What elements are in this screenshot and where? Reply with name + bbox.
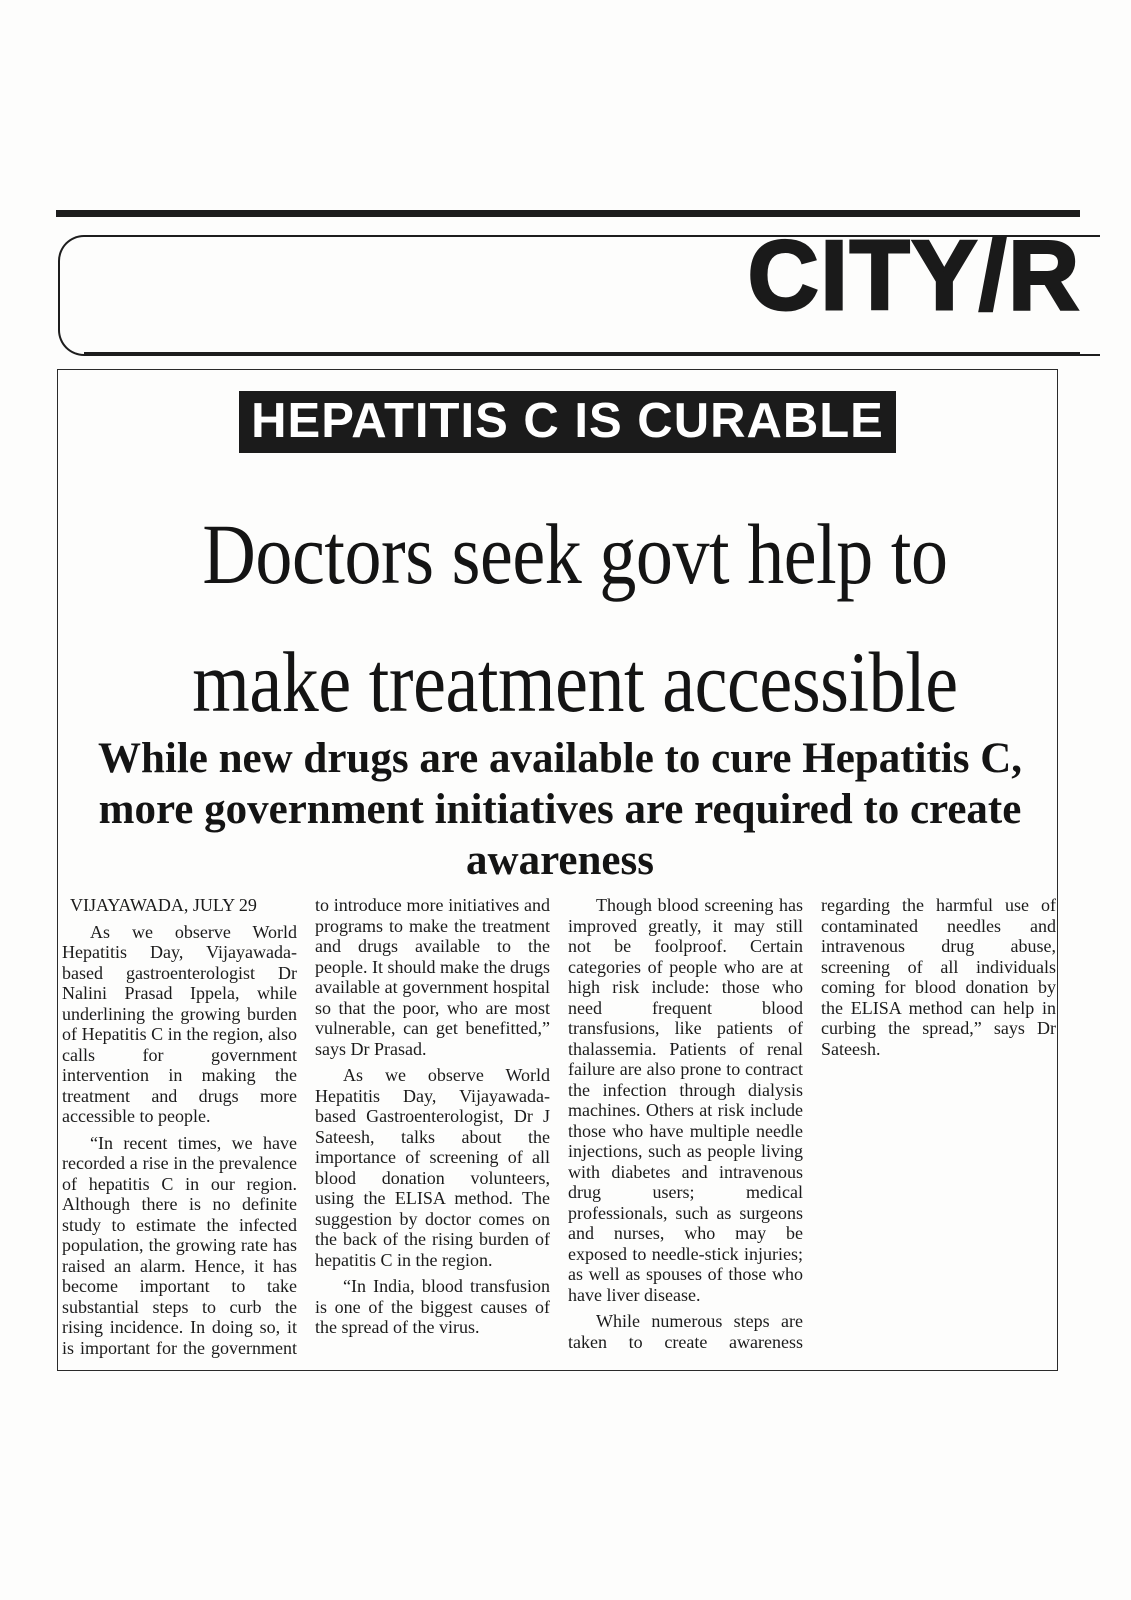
article-paragraph: “In recent times, we have recorded a rise in the prevalence of hepatitis C in our region. Although there is no definite study to estimate the infected population, the growing rate has raised an alarm. Hence, it has become important to take substantial steps to curb the rising incidence. In doing so, it is important for the government to introduce more initiatives and programs to make the treatment and drugs available to the people. It should make the drugs available at government hospital so that the poor, who are most vulnerable, can get benefitted,” says Dr Prasad. [62,895,550,1358]
article-paragraph: Though blood screening has improved greatly, it may still not be foolproof. Certain categories of people who are at high risk include: those who need frequent blood transfusions, like patients of thalassemia. Patients of renal failure are also prone to contract the infection through dialysis machines. Others at risk include those who have multiple needle injections, such as people living with diabetes and intravenous drug users; medical professionals, such as surgeons and nurses, who may be exposed to needle-stick injuries; as well as spouses of those who have liver disease. [568,895,803,1305]
article-headline [132,490,1018,746]
article-paragraph: As we observe World Hepatitis Day, Vijayawada-based gastroenterologist Dr Nalini Prasad Ippela, while underlining the growing burden of Hepatitis C in the region, also calls for government intervention in making the treatment and drugs more accessible to people. [62,921,297,1126]
article-deck: While new drugs are available to cure Hepatitis C, more government initiatives are required to create awareness [97,735,1023,884]
article-dateline: VIJAYAWADA, JULY 29 [70,895,257,915]
article-paragraph: “In India, blood transfusion is one of the biggest causes of the spread of the virus. [315,1276,550,1337]
article-kicker: HEPATITIS C IS CURABLE [239,391,896,453]
headline-line-1: Doctors seek govt help to [202,506,948,602]
article-paragraph: As we observe World Hepatitis Day, Vijayawada-based Gastroenterologist, Dr J Sateesh, talks about the importance of screening of all blood donation volunteers, using the ELISA method. The suggestion by doctor comes on the back of the rising burden of hepatitis C in the region. [315,1065,550,1270]
article-paragraph: While numerous steps are taken to create awareness regarding the harmful use of contaminated needles and intravenous drug abuse, screening of all individuals coming for blood donation by the ELISA method can help in curbing the spread,” says Dr Sateesh. [568,895,1056,1352]
section-title: CITY/R [747,220,1081,330]
headline-line-2: make treatment accessible [192,634,958,730]
section-bottom-rule [84,352,1080,355]
article-body [62,895,1056,1365]
kicker-wrap [0,391,1131,453]
top-rule [56,210,1080,217]
